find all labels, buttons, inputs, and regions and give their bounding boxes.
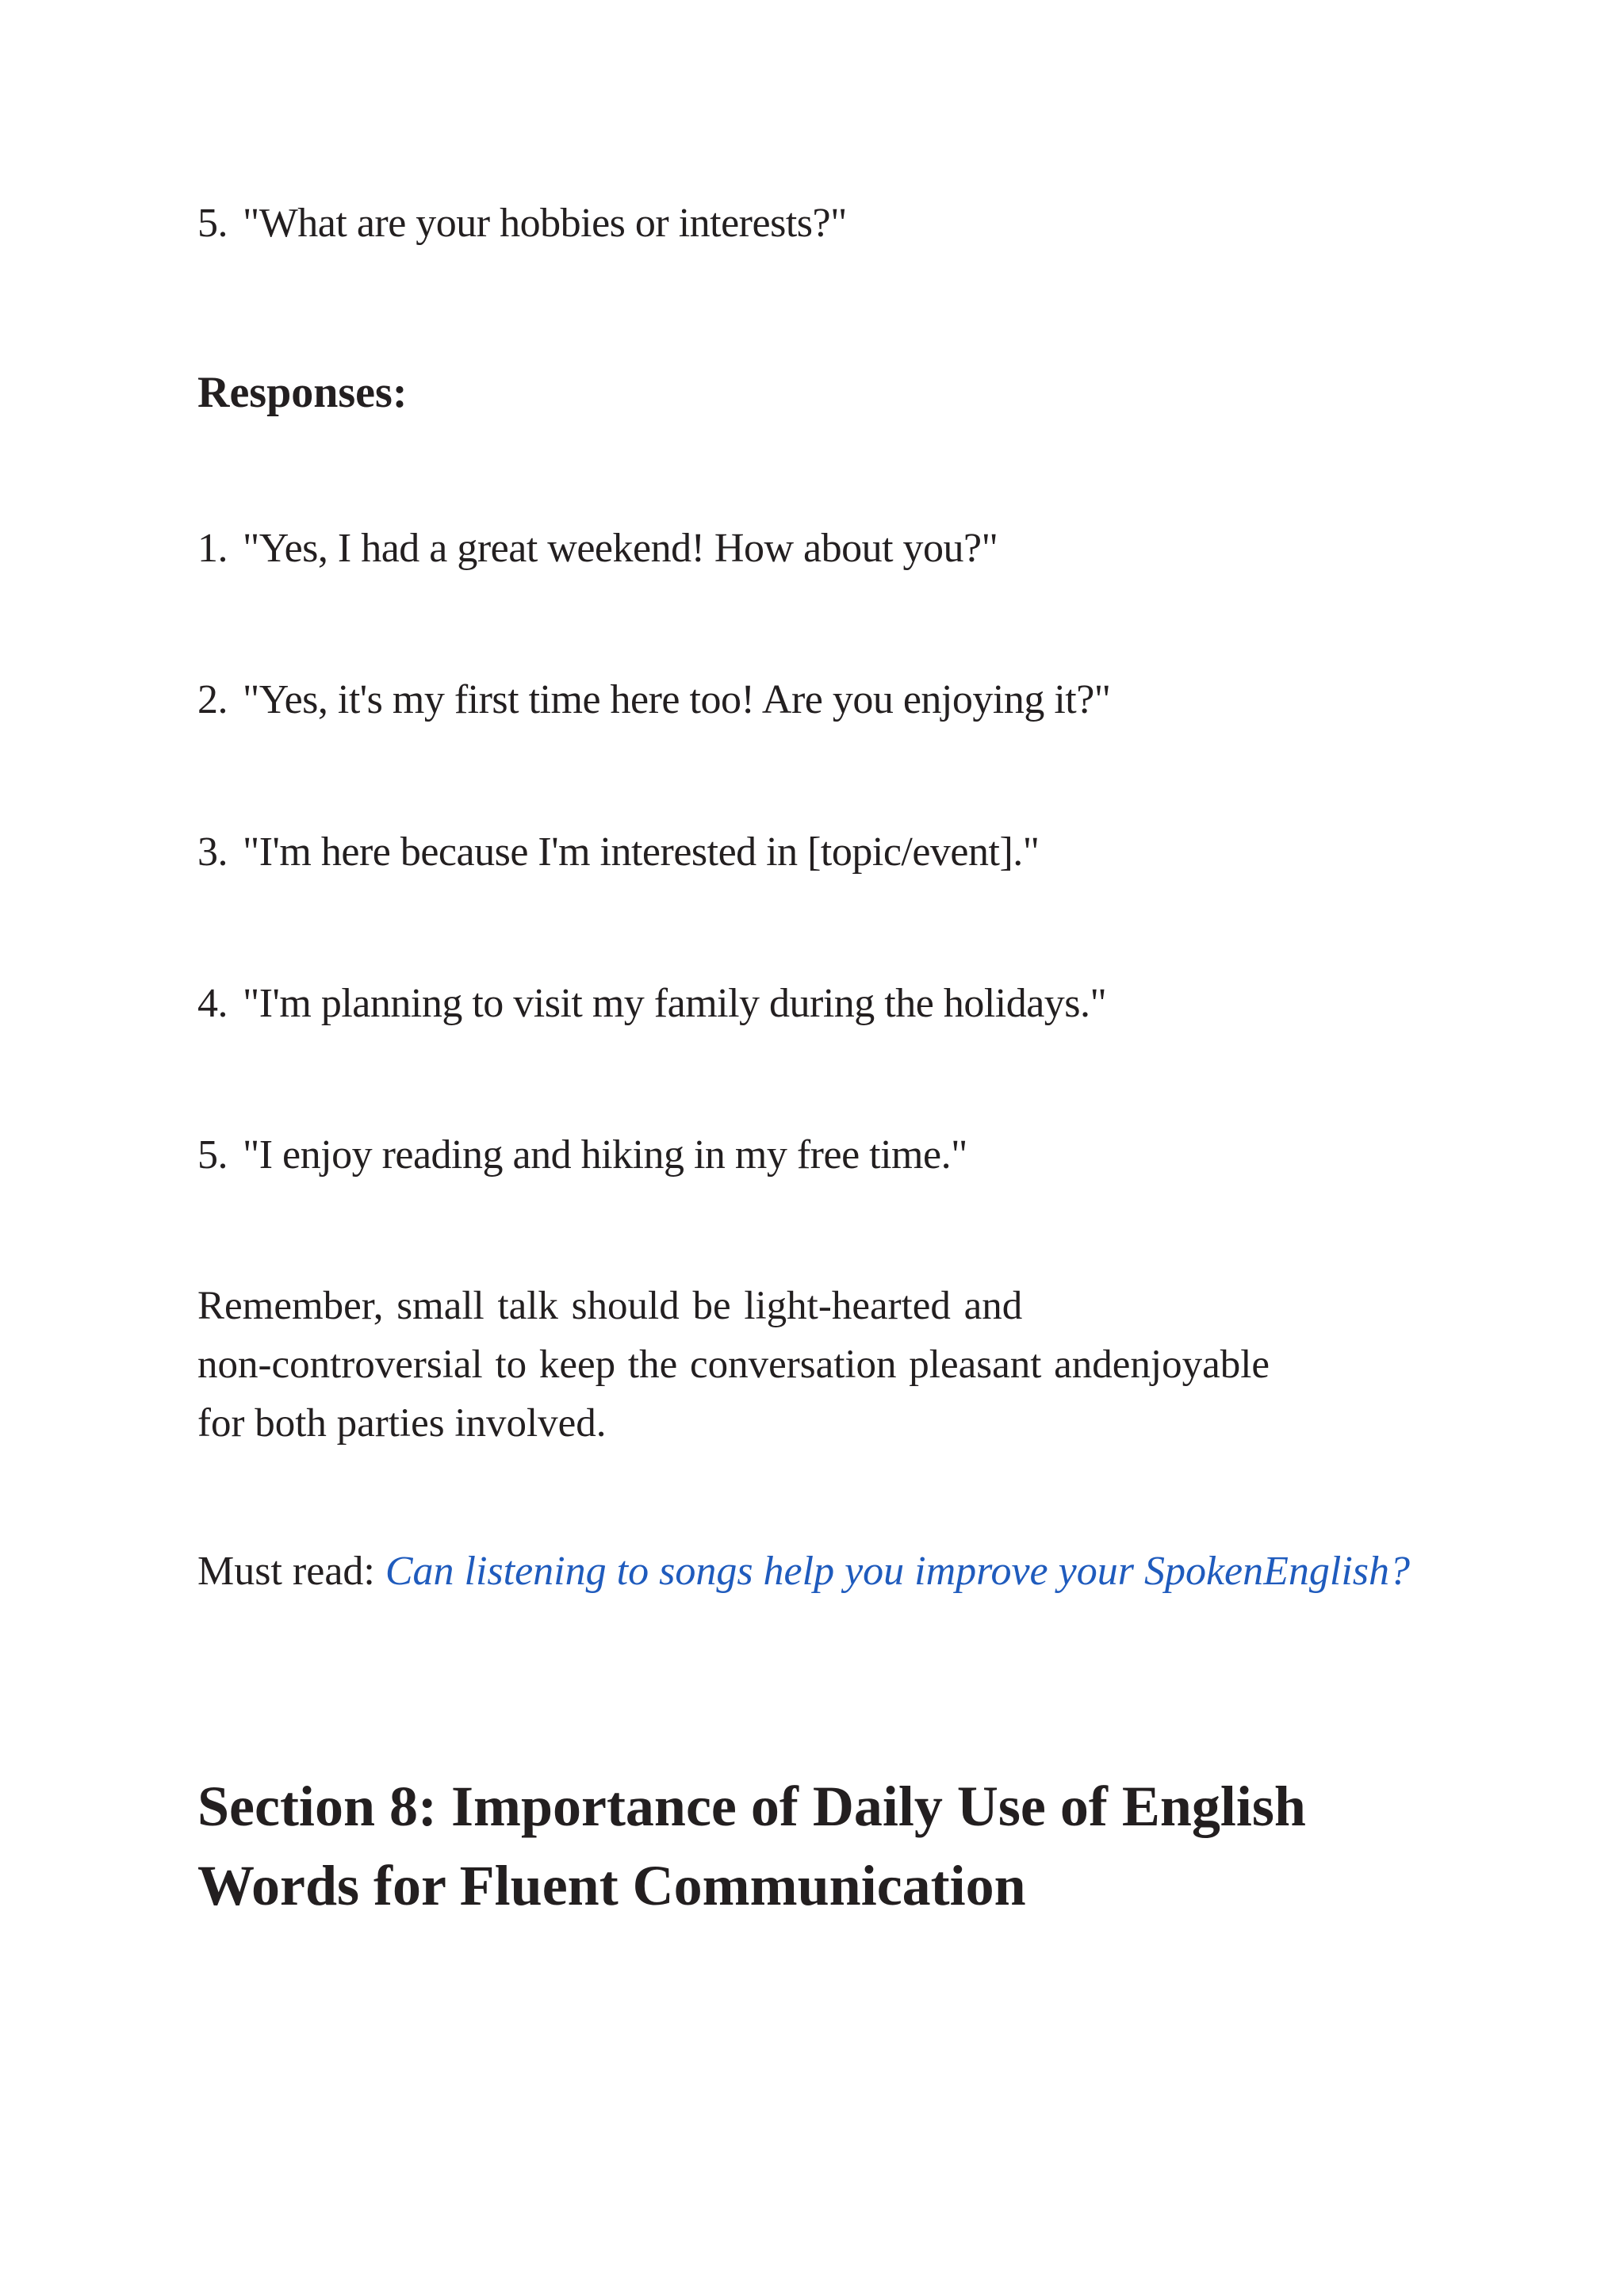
list-number: 5. [197, 201, 228, 246]
section-title-line-1: Section 8: Importance of Daily Use of English [197, 1775, 1306, 1838]
list-text: "I'm here because I'm interested in [topic/event]." [243, 829, 1040, 875]
list-text: "Yes, it's my first time here too! Are you enjoying it?" [243, 677, 1111, 722]
reminder-line-1: Remember, small talk should be light-hearted and [197, 1284, 1023, 1328]
responses-heading: Responses: [197, 368, 408, 417]
section-title-line-2: Words for Fluent Communication [197, 1854, 1026, 1917]
response-item-5 [197, 1130, 967, 1181]
must-read [197, 1546, 1410, 1597]
response-item-2 [197, 675, 1111, 726]
must-read-label: Must read: [197, 1549, 385, 1594]
question-item-5 [197, 198, 847, 249]
list-number: 1. [197, 526, 228, 571]
list-text: "Yes, I had a great weekend! How about you?" [243, 526, 998, 571]
response-item-3 [197, 827, 1040, 878]
list-number: 2. [197, 677, 228, 722]
list-text: "What are your hobbies or interests?" [243, 201, 847, 246]
response-item-1 [197, 523, 998, 574]
list-number: 5. [197, 1132, 228, 1178]
section-title [197, 1767, 1306, 1925]
response-item-4 [197, 978, 1106, 1029]
reminder-line-3: for both parties involved. [197, 1401, 607, 1446]
list-number: 4. [197, 981, 228, 1026]
list-number: 3. [197, 829, 228, 875]
must-read-link[interactable]: Can listening to songs help you improve your SpokenEnglish? [385, 1549, 1410, 1594]
list-text: "I enjoy reading and hiking in my free time." [243, 1132, 967, 1178]
reminder-line-2: non-controversial to keep the conversation pleasant andenjoyable [197, 1342, 1270, 1387]
list-text: "I'm planning to visit my family during the holidays." [243, 981, 1107, 1026]
